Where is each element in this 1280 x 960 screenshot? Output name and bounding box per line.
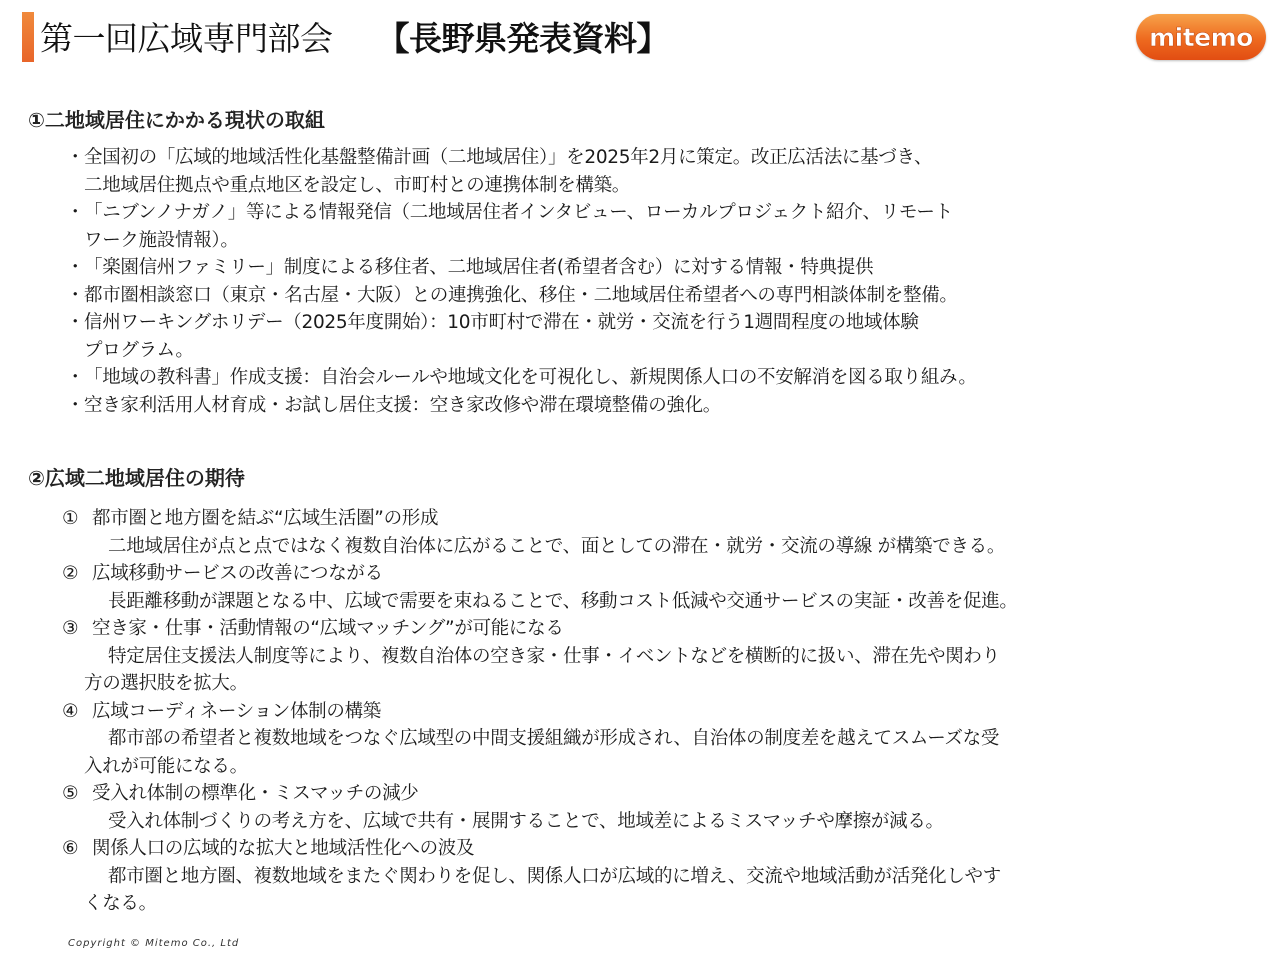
expectation-item (62, 505, 1272, 560)
expectation-body: 都市部の希望者と複数地域をつなぐ広域型の中間支援組織が形成され、自治体の制度差を越えてスムーズな受 入れが可能になる。 (84, 728, 1000, 777)
expectation-title (62, 505, 1272, 533)
publisher-label: 【長野県発表資料】 (376, 19, 669, 58)
expectation-item (62, 835, 1272, 918)
list-item-text: 「ニブンノナガノ」等による情報発信（二地域居住者インタビュー、ローカルプロジェクト紹介、リモート ワーク施設情報）。 (84, 202, 953, 251)
list-item-text: 「地域の教科書」作成支援：自治会ルールや地域文化を可視化し、新規関係人口の不安解消を図る取り組み。 (84, 367, 977, 388)
current-efforts-list (62, 144, 1262, 419)
list-item (62, 364, 1262, 392)
expectation-item (62, 780, 1272, 835)
logo-text: mitemo (1149, 22, 1253, 52)
expectation-number: ① (62, 508, 79, 529)
title-accent-bar (22, 12, 34, 62)
list-item (62, 199, 1262, 254)
expectation-body: 受入れ体制づくりの考え方を、広域で共有・展開することで、地域差によるミスマッチや摩擦が減る。 (108, 810, 944, 832)
expectation-number: ⑤ (62, 783, 79, 804)
expectation-body: 長距離移動が課題となる中、広域で需要を束ねることで、移動コスト低減や交通サービスの実証・改善を促進。 (108, 590, 1018, 612)
expectation-title (62, 615, 1272, 643)
expectation-title-text: 空き家・仕事・活動情報の“広域マッチング”が可能になる (92, 618, 564, 639)
expectations-list (62, 505, 1272, 918)
bullet-marker: ・ (66, 147, 85, 168)
expectation-title (62, 698, 1272, 726)
expectation-title-text: 受入れ体制の標準化・ミスマッチの減少 (92, 783, 419, 804)
bullet-marker: ・ (66, 284, 85, 306)
meeting-title: 第一回広域専門部会 (40, 19, 333, 58)
expectation-body: 二地域居住が点と点ではなく複数自治体に広がることで、面としての滞在・就労・交流の導線 が構築できる。 (108, 535, 1006, 557)
expectation-title-text: 広域移動サービスの改善につながる (92, 563, 383, 584)
list-item-text: 「楽園信州ファミリー」制度による移住者、二地域居住者(希望者含む）に対する情報・特典提供 (84, 257, 874, 278)
list-item (62, 282, 1262, 310)
bullet-marker: ・ (66, 394, 85, 416)
list-item (62, 254, 1262, 282)
expectation-number: ④ (62, 700, 79, 722)
page-title (40, 14, 669, 64)
list-item (62, 392, 1262, 420)
list-item-text: 全国初の「広域的地域活性化基盤整備計画（二地域居住）」を2025年2月に策定。改正広活法に基づき、 二地域居住拠点や重点地区を設定し、市町村との連携体制を構築。 (84, 147, 933, 196)
expectation-title (62, 560, 1272, 588)
section-heading-expectations: ②広域二地域居住の期待 (28, 466, 245, 490)
list-item (62, 309, 1262, 364)
expectation-number: ⑥ (62, 838, 79, 859)
bullet-marker: ・ (66, 202, 85, 223)
section-heading-current-efforts: ①二地域居住にかかる現状の取組 (28, 108, 325, 132)
expectation-number: ③ (62, 618, 79, 639)
list-item-text: 都市圏相談窓口（東京・名古屋・大阪）との連携強化、移住・二地域居住希望者への専門相談体制を整備。 (84, 284, 958, 306)
bullet-marker: ・ (66, 257, 85, 278)
copyright-notice: Copyright © Mitemo Co., Ltd (68, 938, 240, 949)
expectation-title-text: 都市圏と地方圏を結ぶ“広域生活圏”の形成 (92, 508, 439, 529)
expectation-title-text: 関係人口の広域的な拡大と地域活性化への波及 (92, 838, 475, 859)
expectation-number: ② (62, 563, 79, 584)
list-item (62, 144, 1262, 199)
list-item-text: 空き家利活用人材育成・お試し居住支援：空き家改修や滞在環境整備の強化。 (84, 394, 722, 416)
bullet-marker: ・ (66, 367, 85, 388)
expectation-item (62, 698, 1272, 781)
list-item-text: 信州ワーキングホリデー（2025年度開始）：10市町村で滞在・就労・交流を行う1週間程度の地域体験 プログラム。 (84, 312, 919, 361)
expectation-item (62, 615, 1272, 698)
expectation-title (62, 780, 1272, 808)
expectation-title-text: 広域コーディネーション体制の構築 (92, 700, 381, 722)
expectation-body: 都市圏と地方圏、複数地域をまたぐ関わりを促し、関係人口が広域的に増え、交流や地域活動が活発化しやす くなる。 (84, 865, 1001, 914)
mitemo-logo (1136, 14, 1266, 60)
expectation-body: 特定居住支援法人制度等により、複数自治体の空き家・仕事・イベントなどを横断的に扱い、滞在先や関わり 方の選択肢を拡大。 (84, 645, 1000, 694)
expectation-item (62, 560, 1272, 615)
expectation-title (62, 835, 1272, 863)
bullet-marker: ・ (66, 312, 85, 333)
